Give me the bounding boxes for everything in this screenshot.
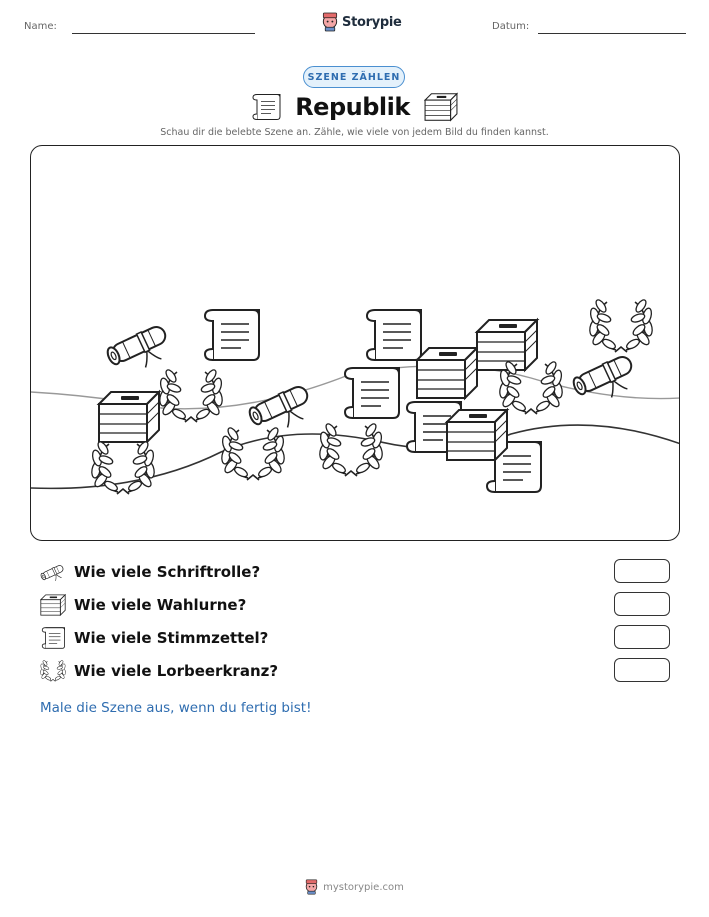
ballot-box-icon bbox=[40, 593, 66, 617]
ballot-box-icon bbox=[99, 392, 159, 442]
date-label: Datum: bbox=[492, 21, 530, 32]
footer-url[interactable]: mystorypie.com bbox=[323, 881, 404, 893]
question-row bbox=[40, 625, 670, 651]
name-field[interactable] bbox=[72, 33, 255, 34]
question-row bbox=[40, 658, 670, 684]
question-text: Wie viele Wahlurne? bbox=[74, 596, 247, 614]
laurel-wreath-icon bbox=[319, 422, 384, 476]
ballot-box-icon bbox=[424, 91, 458, 123]
question-text: Wie viele Schriftrolle? bbox=[74, 563, 261, 581]
laurel-wreath-icon bbox=[40, 659, 66, 683]
laurel-wreath-icon bbox=[159, 368, 224, 422]
scroll-icon bbox=[40, 560, 66, 584]
question-row bbox=[40, 559, 670, 585]
mascot-icon bbox=[322, 12, 338, 32]
ballot-paper-icon bbox=[345, 368, 399, 418]
scroll-icon bbox=[247, 383, 317, 440]
question-text: Wie viele Stimmzettel? bbox=[74, 629, 269, 647]
footer bbox=[0, 879, 709, 895]
laurel-wreath-icon bbox=[221, 426, 286, 480]
answer-box-scroll[interactable] bbox=[614, 559, 670, 583]
answer-box-ballot-paper[interactable] bbox=[614, 625, 670, 649]
question-text: Wie viele Lorbeerkranz? bbox=[74, 662, 279, 680]
ballot-paper-icon bbox=[205, 310, 259, 360]
scroll-icon bbox=[571, 353, 641, 410]
brand-name: Storypie bbox=[342, 14, 402, 30]
ballot-box-icon bbox=[447, 410, 507, 460]
laurel-wreath-icon bbox=[589, 298, 654, 352]
counting-scene bbox=[30, 145, 680, 541]
instructions: Schau dir die belebte Szene an. Zähle, wie viele von jedem Bild du finden kannst. bbox=[160, 127, 549, 138]
title-row bbox=[0, 90, 709, 124]
scene-illustration bbox=[31, 146, 680, 541]
mascot-icon bbox=[305, 879, 318, 895]
laurel-wreath-icon bbox=[91, 440, 156, 494]
laurel-wreath-icon bbox=[499, 360, 564, 414]
scroll-icon bbox=[105, 323, 175, 380]
question-row bbox=[40, 592, 670, 618]
ballot-box-icon bbox=[417, 348, 477, 398]
name-label: Name: bbox=[24, 21, 57, 32]
coloring-note: Male die Szene aus, wenn du fertig bist! bbox=[40, 700, 312, 716]
page-title: Republik bbox=[295, 93, 410, 121]
ballot-paper-icon bbox=[367, 310, 421, 360]
date-field[interactable] bbox=[538, 33, 686, 34]
brand-logo bbox=[322, 12, 402, 32]
ballot-paper-icon bbox=[40, 626, 66, 650]
answer-box-ballot-box[interactable] bbox=[614, 592, 670, 616]
worksheet-type-badge: SZENE ZÄHLEN bbox=[303, 66, 405, 88]
ballot-paper-icon bbox=[251, 90, 281, 124]
answer-box-laurel-wreath[interactable] bbox=[614, 658, 670, 682]
